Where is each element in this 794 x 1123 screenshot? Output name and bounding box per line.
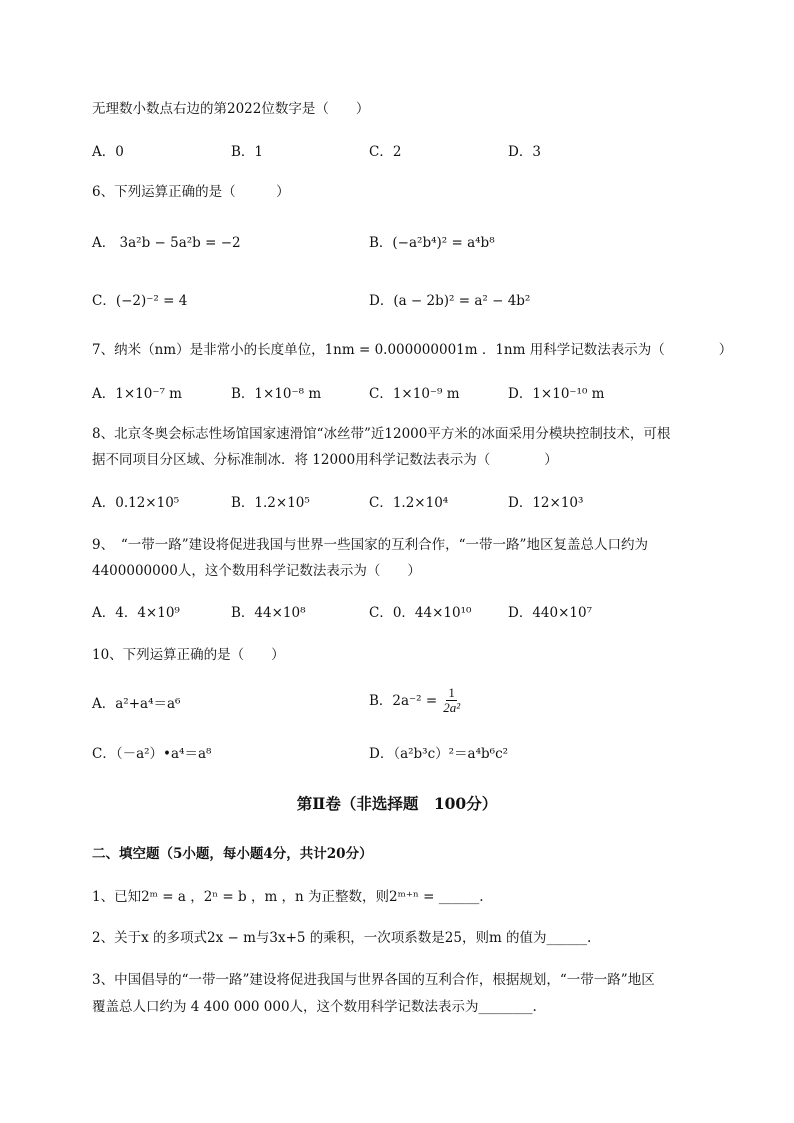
q5-stem: 无理数小数点右边的第2022位数字是（ ） — [92, 101, 370, 117]
q8-option-c: C．1.2×10⁴ — [369, 495, 449, 511]
q8-stem-line1: 8、北京冬奥会标志性场馆国家速滑馆“冰丝带”近12000平方米的冰面采用分模块控制技术，可根 — [92, 426, 671, 442]
q5-option-c: C．2 — [369, 144, 402, 160]
q6-option-c: C．(−2)⁻² = 4 — [92, 293, 188, 309]
section-title: 第Ⅱ卷（非选择题 100分） — [296, 794, 498, 813]
q9-option-b: B．44×10⁸ — [231, 605, 306, 621]
q7-stem: 7、纳米（nm）是非常小的长度单位，1nm = 0.000000001m ．1nm 用科学记数法表示为（ ） — [92, 342, 733, 358]
q6-option-b: B．(−a²b⁴)² = a⁴b⁸ — [369, 235, 495, 251]
q10-option-a: A．a²+a⁴＝a⁶ — [92, 696, 181, 712]
q9-stem-line2: 4400000000人，这个数用科学记数法表示为（ ） — [92, 563, 421, 579]
q9-option-d: D．440×10⁷ — [508, 605, 592, 621]
q8-option-b: B．1.2×10⁵ — [231, 495, 310, 511]
q9-option-c: C．0．44×10¹⁰ — [369, 605, 472, 621]
q7-option-d: D．1×10⁻¹⁰ m — [508, 386, 605, 402]
q7-option-c: C．1×10⁻⁹ m — [369, 386, 460, 402]
q10-option-d: D．（a²b³c）²＝a⁴b⁶c² — [369, 746, 509, 762]
fill-question-1: 1、已知2ᵐ = a ，2ⁿ = b ，m ，n 为正整数，则2ᵐ⁺ⁿ = ______. — [92, 889, 484, 905]
section-subtitle: 二、填空题（5小题，每小题4分，共计20分） — [92, 846, 373, 862]
q10-stem: 10、下列运算正确的是（ ） — [92, 647, 285, 663]
q10-option-b-denominator: 2a² — [443, 700, 461, 715]
q7-option-b: B．1×10⁻⁸ m — [231, 386, 322, 402]
fill-question-2: 2、关于x 的多项式2x − m与3x+5 的乘积，一次项系数是25，则m 的值为______. — [92, 930, 592, 946]
q5-option-a: A．0 — [92, 144, 124, 160]
q10-option-b-numerator: 1 — [448, 685, 455, 700]
q7-option-a: A．1×10⁻⁷ m — [92, 386, 182, 402]
q10-option-b — [369, 686, 462, 715]
q10-option-b-prefix: B．2a⁻² = — [369, 692, 438, 709]
q8-option-a: A．0.12×10⁵ — [92, 495, 180, 511]
q10-option-c: C．（－a²）•a⁴＝a⁸ — [92, 746, 212, 762]
fill-question-3-line2: 覆盖总人口约为 4 400 000 000人，这个数用科学记数法表示为________. — [92, 999, 537, 1015]
q9-stem-line1: 9、 “一带一路”建设将促进我国与世界一些国家的互利合作，“一带一路”地区复盖总人口约为 — [92, 537, 648, 553]
q5-option-d: D．3 — [508, 144, 541, 160]
q6-option-d: D．(a − 2b)² = a² − 4b² — [369, 293, 531, 309]
q6-option-a: A． 3a²b − 5a²b = −2 — [92, 235, 241, 251]
q8-option-d: D．12×10³ — [508, 495, 584, 511]
q6-stem: 6、下列运算正确的是（ ） — [92, 184, 290, 200]
q5-option-b: B．1 — [231, 144, 264, 160]
q9-option-a: A．4．4×10⁹ — [92, 605, 180, 621]
q8-stem-line2: 据不同项目分区域、分标准制冰．将 12000用科学记数法表示为（ ） — [92, 452, 558, 468]
fill-question-3-line1: 3、中国倡导的“一带一路”建设将促进我国与世界各国的互利合作，根据规划，“一带一路”地区 — [92, 972, 655, 988]
q10-option-b-fraction — [441, 686, 462, 715]
